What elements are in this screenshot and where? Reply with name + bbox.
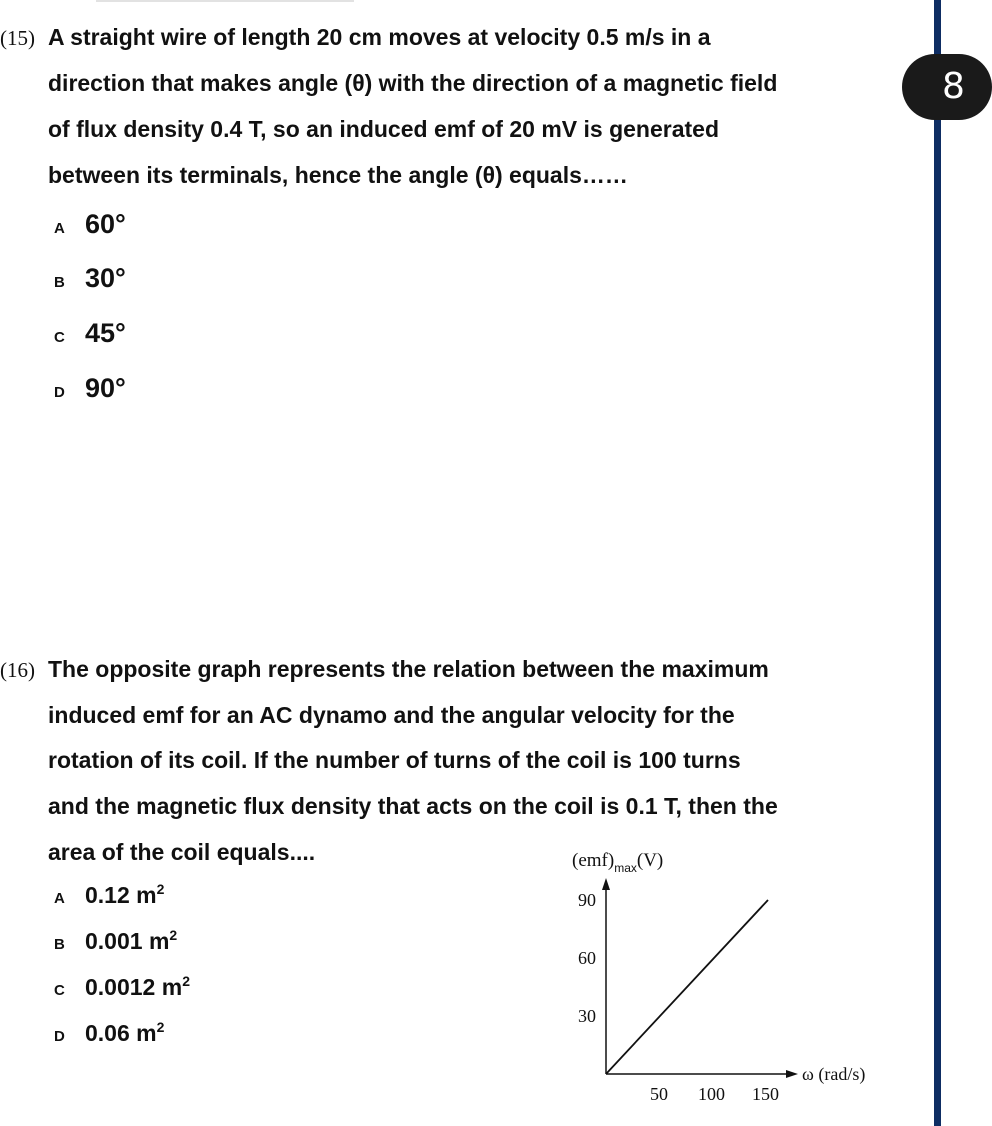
top-divider bbox=[96, 0, 354, 2]
page-edge-bar bbox=[934, 0, 941, 1126]
q16-option-c[interactable] bbox=[85, 974, 190, 1001]
x-axis-label: ω (rad/s) bbox=[802, 1064, 866, 1084]
q15-option-b[interactable]: 30° bbox=[85, 263, 126, 293]
q15-option-d-letter[interactable]: D bbox=[54, 384, 65, 401]
q15-line-1: A straight wire of length 20 cm moves at velocity 0.5 m/s in a bbox=[48, 24, 711, 50]
q16-option-a-sup: 2 bbox=[156, 881, 165, 897]
q16-line-3: rotation of its coil. If the number of turns of the coil is 100 turns bbox=[48, 747, 741, 773]
q16-line-5: area of the coil equals.... bbox=[48, 839, 316, 865]
y-tick-label: 90 bbox=[578, 890, 596, 910]
q16-option-d-text: 0.06 m bbox=[85, 1020, 157, 1046]
q16-option-a-text: 0.12 m bbox=[85, 882, 157, 908]
q16-option-a-letter[interactable]: A bbox=[54, 890, 65, 907]
y-tick-label: 30 bbox=[578, 1006, 596, 1026]
q16-number: (16) bbox=[0, 658, 35, 682]
q16-option-a[interactable] bbox=[85, 882, 164, 909]
q16-option-b[interactable] bbox=[85, 928, 177, 955]
q15-option-a[interactable]: 60° bbox=[85, 209, 126, 239]
q16-line-1: The opposite graph represents the relation between the maximum bbox=[48, 656, 769, 682]
q15-option-d[interactable]: 90° bbox=[85, 373, 126, 403]
q16-option-c-letter[interactable]: C bbox=[54, 982, 65, 999]
q16-option-b-letter[interactable]: B bbox=[54, 936, 65, 953]
y-axis-label: $(emf)_{max}(V)$ bbox=[572, 850, 664, 875]
q15-line-4: between its terminals, hence the angle (θ) equals…… bbox=[48, 162, 628, 188]
q16-option-c-sup: 2 bbox=[182, 973, 190, 989]
x-tick-label: 150 bbox=[752, 1084, 779, 1104]
page-number-badge: 8 bbox=[902, 54, 992, 120]
x-tick-label: 50 bbox=[650, 1084, 668, 1104]
q16-line-2: induced emf for an AC dynamo and the angular velocity for the bbox=[48, 702, 735, 728]
x-tick-label: 100 bbox=[698, 1084, 725, 1104]
q16-line-4: and the magnetic flux density that acts on the coil is 0.1 T, then the bbox=[48, 793, 778, 819]
q16-option-d[interactable] bbox=[85, 1020, 164, 1047]
q16-option-d-letter[interactable]: D bbox=[54, 1028, 65, 1045]
y-tick-label: 60 bbox=[578, 948, 596, 968]
x-axis-arrow bbox=[786, 1070, 798, 1078]
q15-option-c[interactable]: 45° bbox=[85, 318, 126, 348]
q16-option-b-sup: 2 bbox=[169, 927, 178, 943]
q15-line-3: of flux density 0.4 T, so an induced emf of 20 mV is generated bbox=[48, 116, 719, 142]
q16-option-b-text: 0.001 m bbox=[85, 928, 170, 954]
q15-option-a-letter[interactable]: A bbox=[54, 220, 65, 237]
q16-option-d-sup: 2 bbox=[156, 1019, 165, 1035]
emf-omega-graph bbox=[560, 840, 905, 1110]
q15-option-c-letter[interactable]: C bbox=[54, 329, 65, 346]
q16-option-c-text: 0.0012 m bbox=[85, 974, 183, 1000]
q15-line-2: direction that makes angle (θ) with the direction of a magnetic field bbox=[48, 70, 778, 96]
q15-option-b-letter[interactable]: B bbox=[54, 274, 65, 291]
series-line bbox=[606, 900, 768, 1074]
q15-number: (15) bbox=[0, 26, 35, 50]
y-axis-arrow bbox=[602, 878, 610, 890]
